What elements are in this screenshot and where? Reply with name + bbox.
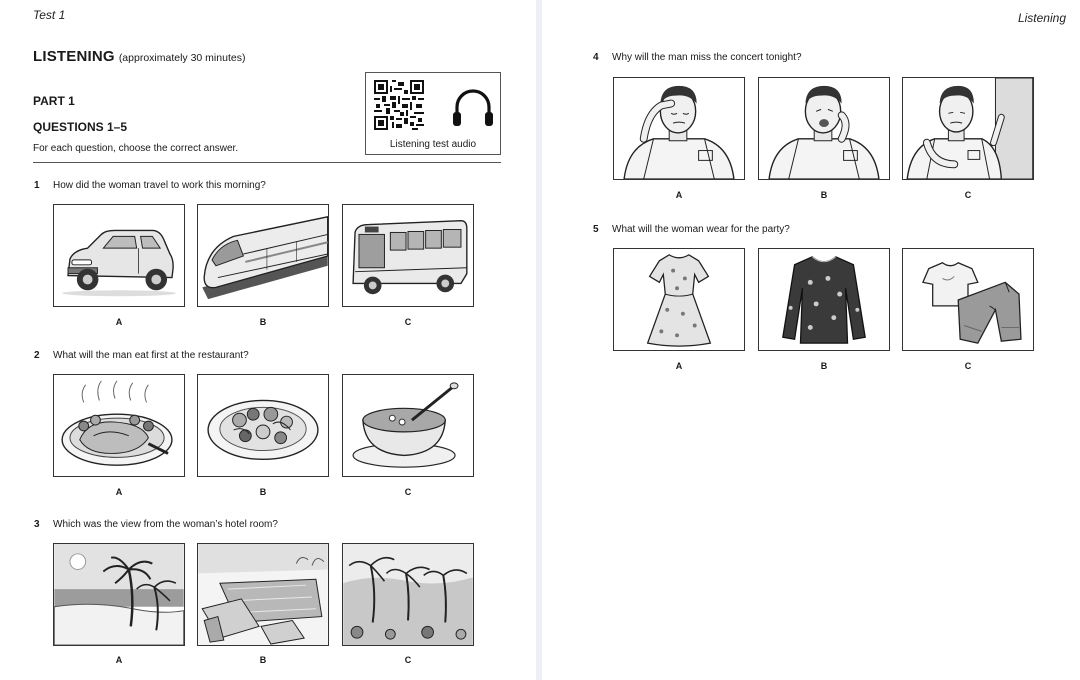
question-4 bbox=[593, 52, 802, 63]
option-letter: C bbox=[404, 487, 412, 497]
question-text: Which was the view from the woman’s hotel room? bbox=[53, 519, 278, 530]
option-2a-roast-chicken-picture[interactable] bbox=[53, 374, 185, 477]
running-head-left: Test 1 bbox=[33, 8, 66, 22]
option-1a-car-picture[interactable] bbox=[53, 204, 185, 307]
question-text: What will the woman wear for the party? bbox=[612, 224, 790, 235]
question-1 bbox=[34, 180, 266, 191]
question-number: 5 bbox=[593, 224, 599, 235]
option-letter: B bbox=[259, 317, 267, 327]
question-number: 2 bbox=[34, 350, 40, 361]
question-text: How did the woman travel to work this morning? bbox=[53, 180, 266, 191]
option-1b-train-picture[interactable] bbox=[197, 204, 329, 307]
option-letter: A bbox=[115, 317, 123, 327]
question-text: What will the man eat first at the restaurant? bbox=[53, 350, 249, 361]
option-5a-dress-picture[interactable] bbox=[613, 248, 745, 351]
divider-line bbox=[33, 162, 501, 163]
qr-code-icon[interactable] bbox=[374, 80, 424, 130]
questions-range: QUESTIONS 1–5 bbox=[33, 120, 128, 134]
section-duration: (approximately 30 minutes) bbox=[118, 52, 246, 64]
question-5 bbox=[593, 224, 790, 235]
question-number: 1 bbox=[34, 180, 40, 191]
option-3a-beach-picture[interactable] bbox=[53, 543, 185, 646]
left-page bbox=[0, 0, 536, 680]
instruction-text: For each question, choose the correct answer. bbox=[33, 143, 239, 154]
option-1c-bus-picture[interactable] bbox=[342, 204, 474, 307]
option-letter: C bbox=[404, 317, 412, 327]
question-text: Why will the man miss the concert tonight? bbox=[612, 52, 802, 63]
option-letter: C bbox=[964, 361, 972, 371]
right-page bbox=[542, 0, 1080, 680]
question-number: 4 bbox=[593, 52, 599, 63]
audio-box-label: Listening test audio bbox=[389, 139, 477, 150]
audio-box[interactable] bbox=[365, 72, 501, 155]
option-4c-stomach-ache-picture[interactable] bbox=[902, 77, 1034, 180]
headphones-icon[interactable] bbox=[450, 85, 496, 129]
option-3c-garden-picture[interactable] bbox=[342, 543, 474, 646]
option-5c-t-shirt-and-jeans-picture[interactable] bbox=[902, 248, 1034, 351]
option-letter: A bbox=[115, 487, 123, 497]
question-2 bbox=[34, 350, 249, 361]
option-4a-headache-picture[interactable] bbox=[613, 77, 745, 180]
part-heading: PART 1 bbox=[33, 94, 75, 108]
option-letter: A bbox=[675, 190, 683, 200]
option-letter: A bbox=[115, 655, 123, 665]
option-letter: C bbox=[404, 655, 412, 665]
option-letter: C bbox=[964, 190, 972, 200]
running-head-right: Listening bbox=[1017, 11, 1066, 25]
option-4b-toothache-picture[interactable] bbox=[758, 77, 890, 180]
option-letter: B bbox=[259, 655, 267, 665]
section-title bbox=[33, 48, 245, 65]
option-5b-blouse-picture[interactable] bbox=[758, 248, 890, 351]
option-3b-swimming-pool-picture[interactable] bbox=[197, 543, 329, 646]
option-2c-soup-picture[interactable] bbox=[342, 374, 474, 477]
question-number: 3 bbox=[34, 519, 40, 530]
option-letter: A bbox=[675, 361, 683, 371]
option-letter: B bbox=[259, 487, 267, 497]
question-3 bbox=[34, 519, 278, 530]
option-2b-seafood-plate-picture[interactable] bbox=[197, 374, 329, 477]
section-title-text: LISTENING bbox=[33, 48, 115, 65]
option-letter: B bbox=[820, 361, 828, 371]
option-letter: B bbox=[820, 190, 828, 200]
